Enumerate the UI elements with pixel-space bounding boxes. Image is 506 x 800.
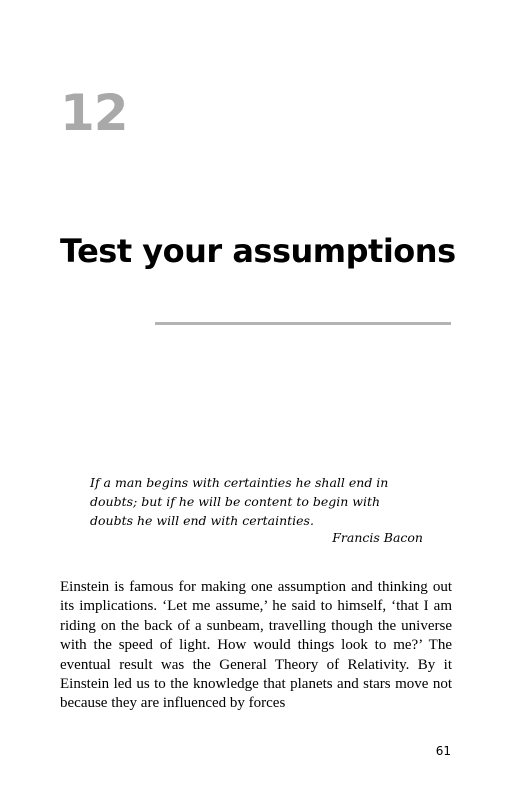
epigraph-quote: If a man begins with certainties he shall end in doubts; but if he will be content to begin with doubts he will end with certainties. xyxy=(90,475,389,528)
epigraph-author: Francis Bacon xyxy=(332,530,423,545)
body-paragraph: Einstein is famous for making one assumption and thinking out its implications. ‘Let me assume,’ he said to himself, ‘that I am riding on the back of a sunbeam, travelling though the universe with the speed of light. How would things look to me?’ The eventual result was the General Theory of Relativity. By it Einstein led us to the knowledge that planets and stars move not because they are influenced by forces xyxy=(60,579,452,712)
chapter-title: Test your assumptions xyxy=(60,232,456,270)
page-number: 61 xyxy=(435,744,451,758)
chapter-number: 12 xyxy=(60,84,128,142)
title-divider xyxy=(155,322,451,325)
